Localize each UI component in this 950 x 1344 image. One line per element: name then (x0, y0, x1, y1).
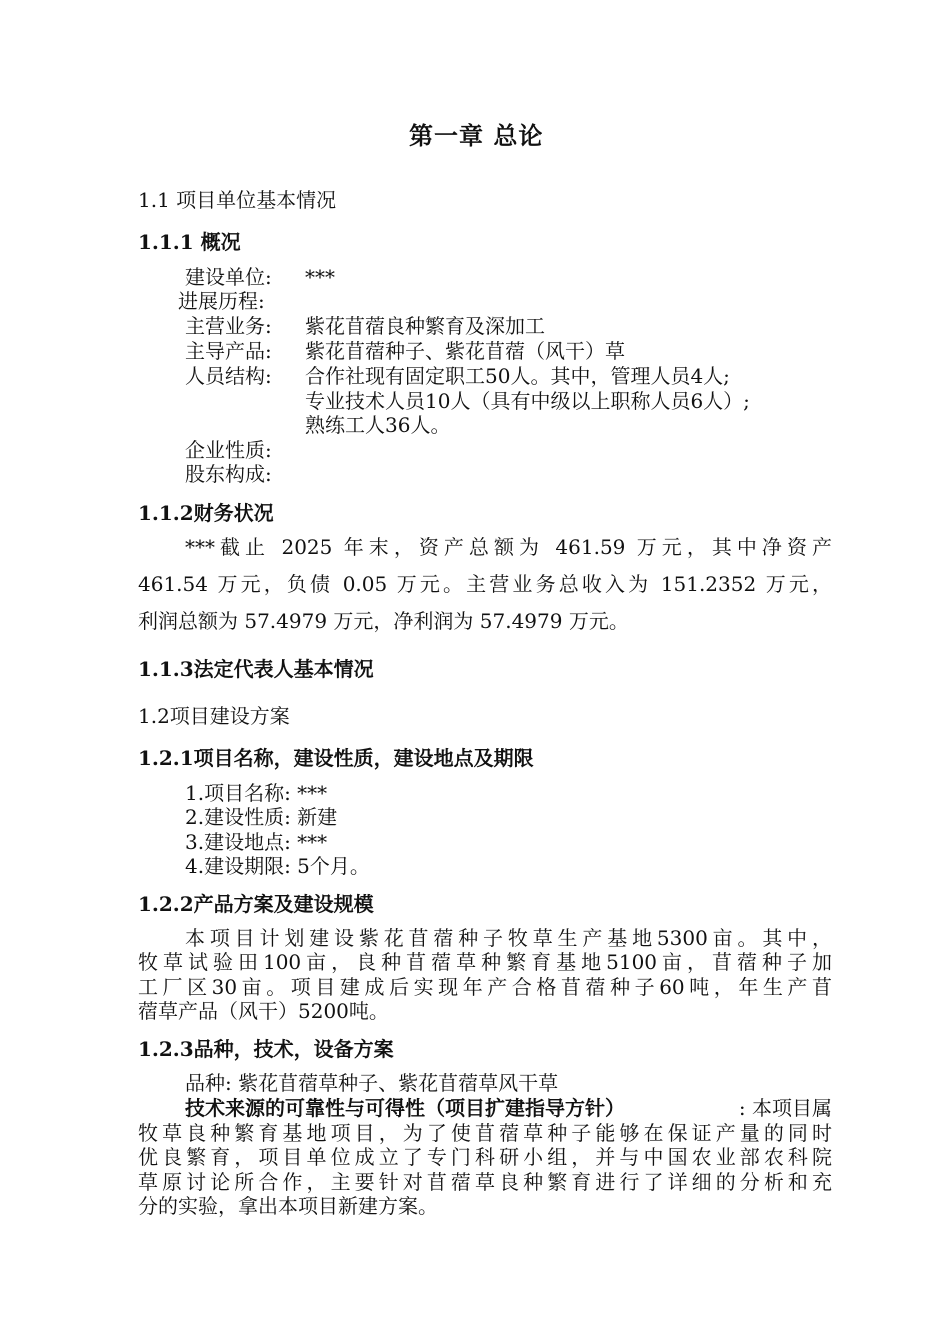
project-item: 4.建设期限: 5个月。 (185, 854, 370, 878)
project-item: 3.建设地点: *** (185, 830, 328, 854)
tech-first-line (185, 1096, 832, 1120)
overview-row (185, 462, 272, 486)
overview-value: 专业技术人员10人（具有中级以上职称人员6人）; (305, 389, 750, 413)
tech-line: 分的实验，拿出本项目新建方案。 (138, 1194, 438, 1218)
section-heading-1-2: 1.2项目建设方案 (138, 704, 290, 728)
scale-line: 蓿草产品（风干）5200吨。 (138, 999, 389, 1023)
variety-line: 品种: 紫花苜蓿草种子、紫花苜蓿草风干草 (185, 1071, 559, 1095)
overview-key: 主导产品: (185, 339, 272, 363)
finance-line: ***截止 2025 年末，资产总额为 461.59 万元，其中净资产 (185, 535, 832, 559)
tech-line: 优良繁育，项目单位成立了专门科研小组，并与中国农业部农科院 (138, 1145, 832, 1169)
overview-row (185, 314, 545, 338)
tech-source-text: : 本项目属 (738, 1096, 832, 1120)
section-heading-1-1-2: 1.1.2财务状况 (138, 501, 274, 525)
section-heading-1-2-1: 1.2.1项目名称，建设性质，建设地点及期限 (138, 746, 534, 770)
section-heading-1-2-3: 1.2.3品种，技术，设备方案 (138, 1037, 394, 1061)
finance-line: 利润总额为 57.4979 万元，净利润为 57.4979 万元。 (138, 609, 629, 633)
overview-value: 紫花苜蓿种子、紫花苜蓿（风干）草 (305, 339, 625, 363)
overview-row (185, 339, 625, 363)
overview-key: 主营业务: (185, 314, 272, 338)
overview-key: 人员结构: (185, 364, 272, 388)
tech-source-heading: 技术来源的可靠性与可得性（项目扩建指导方针） (185, 1096, 625, 1120)
project-item: 2.建设性质: 新建 (185, 805, 338, 829)
overview-value: 熟练工人36人。 (305, 413, 451, 437)
overview-row (305, 413, 450, 437)
section-heading-1-1: 1.1 项目单位基本情况 (138, 188, 337, 212)
overview-value: 合作社现有固定职工50人。其中，管理人员4人; (305, 364, 730, 388)
overview-row (178, 289, 265, 313)
tech-line: 草原讨论所合作，主要针对苜蓿草良种繁育进行了详细的分析和充 (138, 1170, 832, 1194)
overview-row (185, 364, 730, 388)
overview-row (305, 389, 750, 413)
overview-key: 建设单位: (185, 265, 272, 289)
tech-line: 牧草良种繁育基地项目，为了使苜蓿草种子能够在保证产量的同时 (138, 1121, 832, 1145)
finance-line: 461.54 万元，负债 0.05 万元。主营业务总收入为 151.2352 万元， (138, 572, 832, 596)
overview-key: 进展历程: (178, 289, 265, 313)
section-heading-1-1-3: 1.1.3法定代表人基本情况 (138, 657, 374, 681)
section-heading-1-2-2: 1.2.2产品方案及建设规模 (138, 892, 374, 916)
overview-key: 企业性质: (185, 438, 272, 462)
scale-line: 本项目计划建设紫花苜蓿种子牧草生产基地5300亩。其中， (185, 926, 832, 950)
overview-row (185, 438, 272, 462)
overview-value: 紫花苜蓿良种繁育及深加工 (305, 314, 545, 338)
chapter-title: 第一章 总论 (409, 121, 544, 150)
section-heading-1-1-1: 1.1.1 概况 (138, 230, 241, 254)
overview-value: *** (305, 265, 335, 289)
scale-line: 牧草试验田100亩，良种苜蓿草种繁育基地5100亩，苜蓿种子加 (138, 950, 832, 974)
overview-key: 股东构成: (185, 462, 272, 486)
project-item: 1.项目名称: *** (185, 781, 328, 805)
overview-row (185, 265, 335, 289)
scale-line: 工厂区30亩。项目建成后实现年产合格苜蓿种子60吨，年生产苜 (138, 975, 832, 999)
